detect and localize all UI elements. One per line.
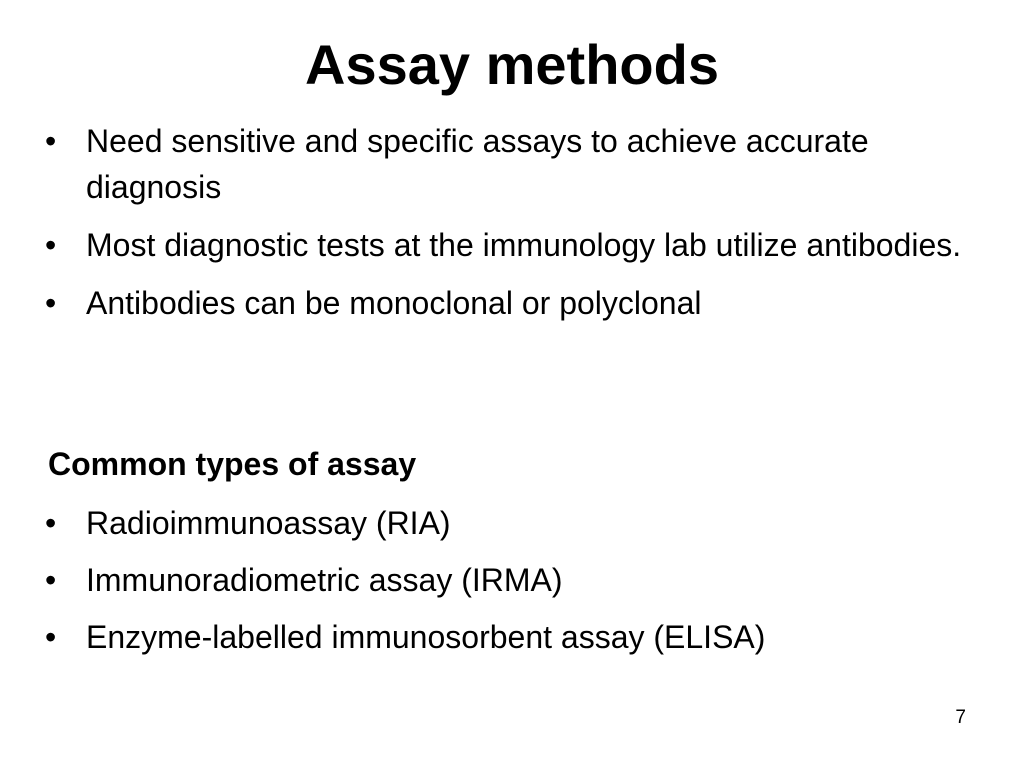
bullet-item bbox=[45, 280, 980, 326]
bullet-icon: • bbox=[45, 123, 57, 159]
intro-bullet-list bbox=[45, 118, 980, 338]
bullet-icon: • bbox=[45, 562, 57, 598]
assay-type-text: Enzyme-labelled immunosorbent assay (ELISA) bbox=[86, 619, 766, 655]
assay-types-list bbox=[45, 500, 980, 671]
bullet-text: Antibodies can be monoclonal or polyclonal bbox=[86, 285, 702, 321]
assay-type-text: Radioimmunoassay (RIA) bbox=[86, 505, 451, 541]
bullet-item bbox=[45, 222, 980, 268]
page-number: 7 bbox=[955, 707, 966, 728]
bullet-icon: • bbox=[45, 505, 57, 541]
bullet-text: Most diagnostic tests at the immunology lab utilize antibodies. bbox=[86, 227, 962, 263]
section-heading: Common types of assay bbox=[48, 446, 417, 482]
bullet-item bbox=[45, 118, 980, 210]
assay-type-text: Immunoradiometric assay (IRMA) bbox=[86, 562, 563, 598]
bullet-icon: • bbox=[45, 285, 57, 321]
bullet-text: Need sensitive and specific assays to achieve accurate diagnosis bbox=[86, 123, 869, 205]
slide-title: Assay methods bbox=[305, 33, 719, 96]
assay-type-item bbox=[45, 500, 980, 546]
bullet-icon: • bbox=[45, 619, 57, 655]
assay-type-item bbox=[45, 557, 980, 603]
assay-type-item bbox=[45, 614, 980, 660]
bullet-icon: • bbox=[45, 227, 57, 263]
